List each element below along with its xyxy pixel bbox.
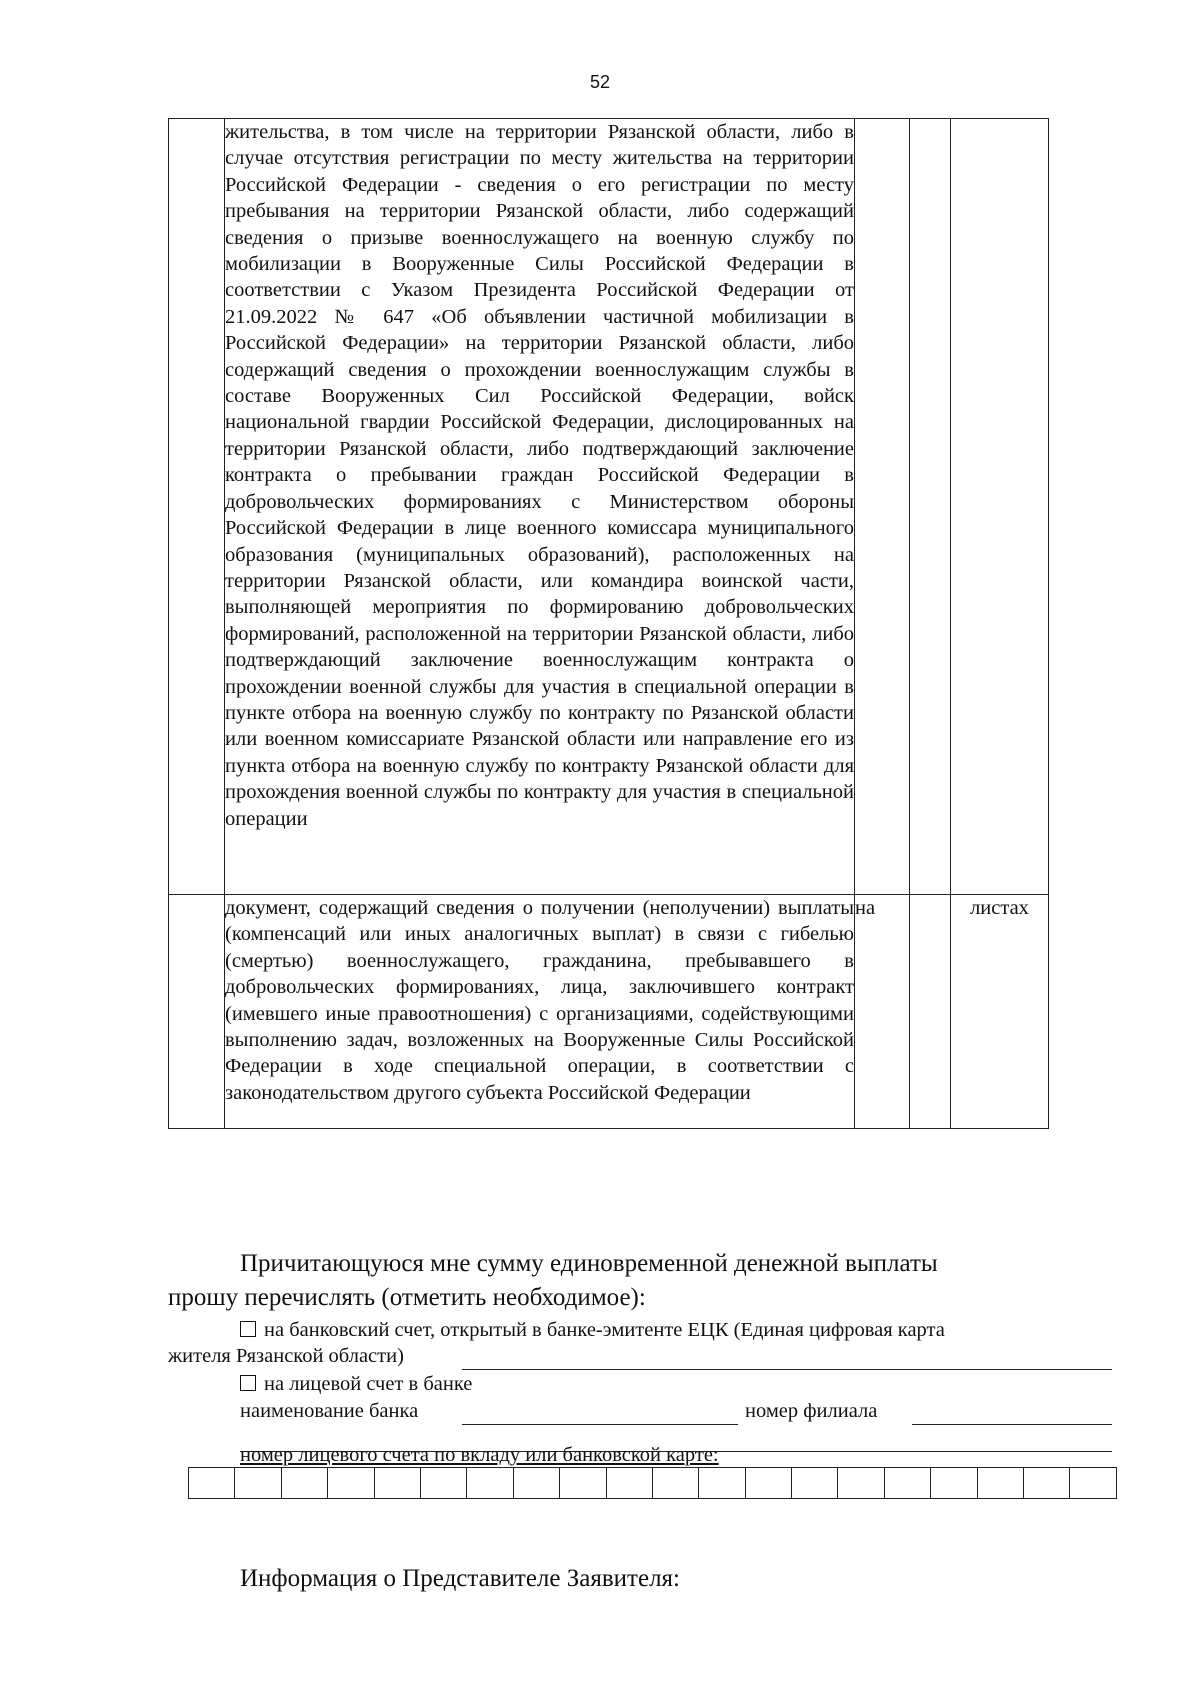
account-digit-cell[interactable] [328, 1468, 374, 1499]
document-description: жительства, в том числе на территории Рязанской области, либо в случае отсутствия регистрации по месту жительства на территории Российской Федерации - сведения о его регистрации по месту пребывания на территории Рязанской области, либо содержащий сведения о призыве военнослужащего на военную службу по мобилизации в Вооруженные Силы Российской Федерации в соответствии с Указом Президента Российской Федерации от 21.09.2022 № 647 «Об объявлении частичной мобилизации в Российской Федерации» на территории Рязанской области, либо содержащий сведения о прохождении военнослужащим службы в составе Вооруженных Сил Российской Федерации, войск национальной гвардии Российской Федерации, дислоцированных на территории Рязанской области, либо подтверждающий заключение контракта о пребывании граждан Российской Федерации в добровольческих формированиях с Министерством обороны Российской Федерации в лице военного комиссара муниципального образования (муниципальных образований), расположенных на территории Рязанской области, или командира воинской части, выполняющей мероприятия по формированию добровольческих формирований, расположенной на территории Рязанской области, либо подтверждающий заключение военнослужащим контракта о прохождении военной службы для участия в специальной операции в пункте отбора на военную службу по контракту по Рязанской области или военном комиссариате Рязанской области или направление его из пункта отбора на военную службу по контракту Рязанской области для прохождения военной службы по контракту для участия в специальной операции [225, 119, 855, 895]
account-digit-cell[interactable] [420, 1468, 466, 1499]
on-cell [855, 119, 910, 895]
representative-heading: Информация о Представителе Заявителя: [240, 1565, 680, 1592]
account-digit-cell[interactable] [699, 1468, 745, 1499]
option-card-label-cont: жителя Рязанской области) [168, 1345, 404, 1367]
option-card-label: на банковский счет, открытый в банке-эмитенте ЕЦК (Единая цифровая карта [264, 1319, 945, 1341]
branch-number-field[interactable] [912, 1424, 1112, 1425]
payment-intro-line2: прошу перечислять (отметить необходимое): [168, 1284, 646, 1311]
table-row [169, 895, 1049, 1129]
payment-intro-line1: Причитающуюся мне сумму единовременной денежной выплаты [240, 1250, 938, 1277]
account-grid-row [189, 1468, 1117, 1499]
account-digit-cell[interactable] [931, 1468, 977, 1499]
row-number-cell [169, 895, 225, 1129]
account-digit-cell[interactable] [652, 1468, 698, 1499]
account-digit-cell[interactable] [884, 1468, 930, 1499]
sheets-label: листах [951, 895, 1049, 1129]
account-digit-cell[interactable] [745, 1468, 791, 1499]
page-number: 52 [589, 72, 611, 92]
account-digit-cell[interactable] [374, 1468, 420, 1499]
sheet-count-cell[interactable] [910, 895, 951, 1129]
branch-number-label: номер филиала [745, 1400, 878, 1422]
option-account-label: на лицевой счет в банке [264, 1373, 473, 1395]
bank-name-label: наименование банка [240, 1400, 419, 1422]
account-digit-cell[interactable] [560, 1468, 606, 1499]
card-account-checkbox[interactable] [240, 1321, 256, 1337]
documents-table [168, 118, 1049, 1129]
on-label: на [855, 895, 910, 1129]
option-card-row [240, 1319, 945, 1342]
account-digit-cell[interactable] [977, 1468, 1023, 1499]
account-digit-cell[interactable] [838, 1468, 884, 1499]
sheet-count-cell[interactable] [910, 119, 951, 895]
account-digit-cell[interactable] [1070, 1468, 1116, 1499]
account-digit-cell[interactable] [606, 1468, 652, 1499]
account-digit-cell[interactable] [235, 1468, 281, 1499]
document-description: документ, содержащий сведения о получении (неполучении) выплаты (компенсаций или иных аналогичных выплат) в связи с гибелью (смертью) военнослужащего, гражданина, пребывавшего в добровольческих формированиях, лица, заключившего контракт (имевшего иные правоотношения) с организациями, содействующими выполнению задач, возложенных на Вооруженные Силы Российской Федерации в ходе специальной операции, в соответствии с законодательством другого субъекта Российской Федерации [225, 895, 855, 1129]
account-digit-cell[interactable] [792, 1468, 838, 1499]
bank-name-field[interactable] [462, 1424, 738, 1425]
sheets-cell [951, 119, 1049, 895]
account-number-grid [188, 1467, 1117, 1499]
card-account-line[interactable] [462, 1369, 1112, 1370]
table-row [169, 119, 1049, 895]
account-digit-cell[interactable] [467, 1468, 513, 1499]
bank-account-checkbox[interactable] [240, 1375, 256, 1391]
account-digit-cell[interactable] [189, 1468, 235, 1499]
account-digit-cell[interactable] [513, 1468, 559, 1499]
row-number-cell [169, 119, 225, 895]
account-number-label: номер лицевого счета по вкладу или банковской карте: [240, 1444, 719, 1466]
option-account-row [240, 1373, 472, 1396]
account-digit-cell[interactable] [281, 1468, 327, 1499]
account-digit-cell[interactable] [1024, 1468, 1070, 1499]
